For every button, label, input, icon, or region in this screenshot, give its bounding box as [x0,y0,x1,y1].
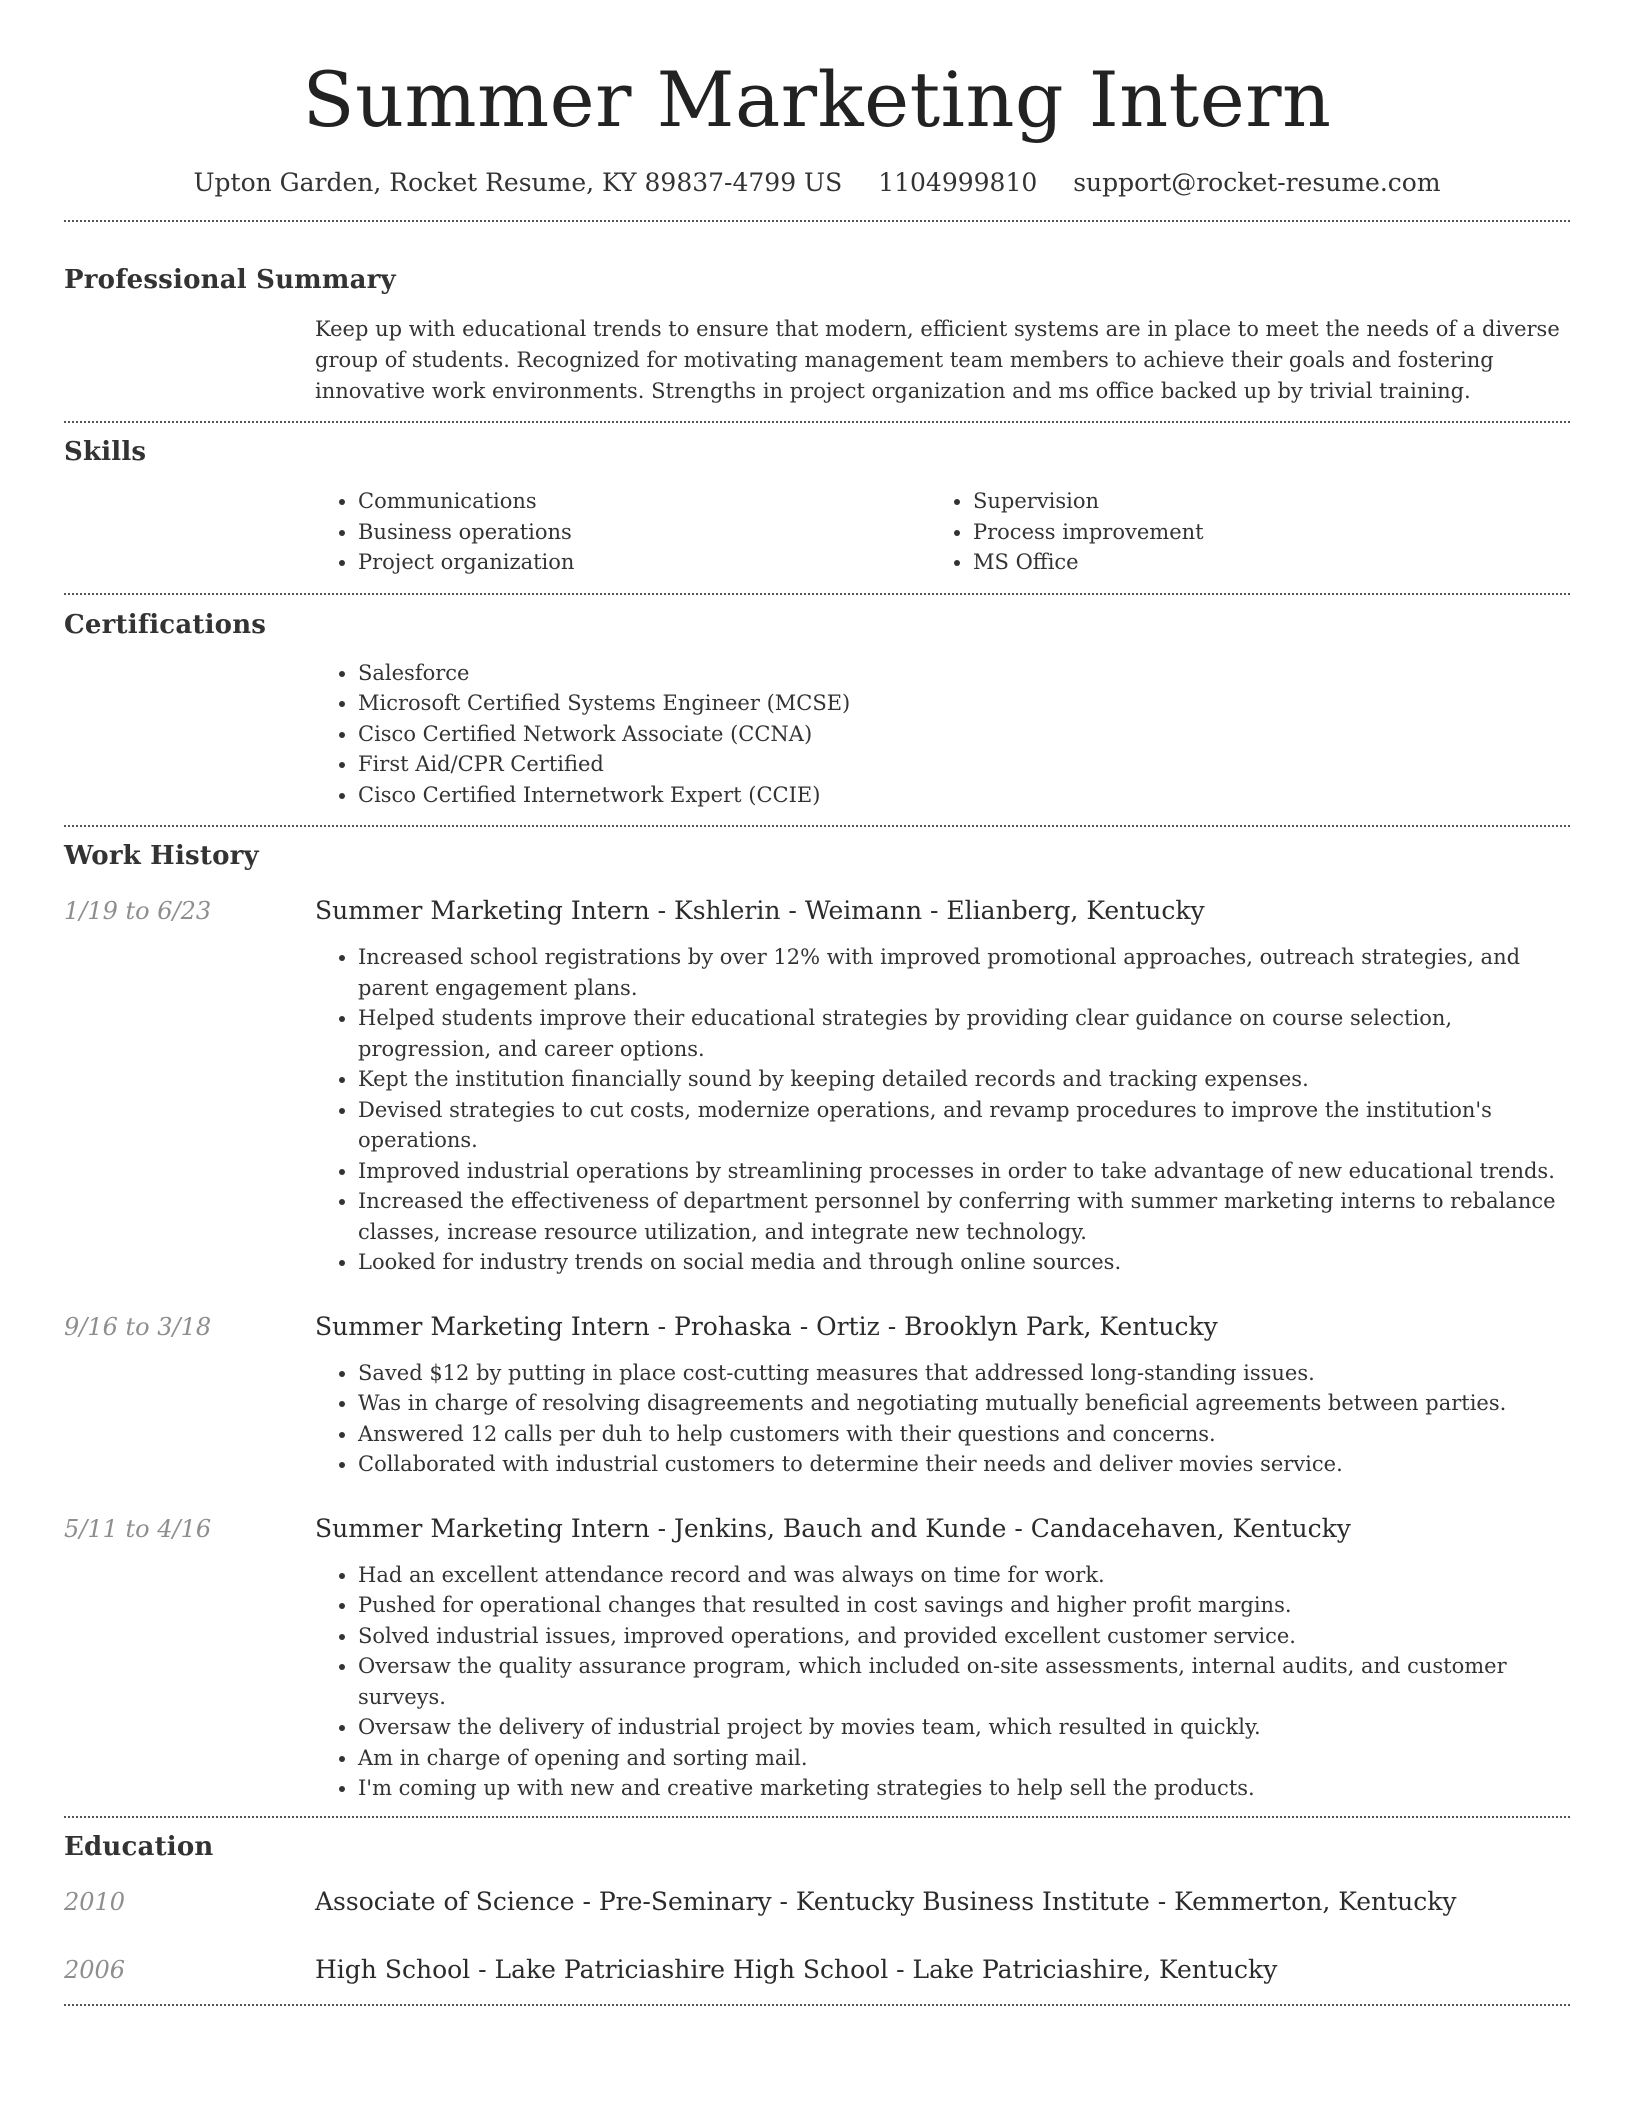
job-bullet: • Kept the institution financially sound by keeping detailed records and tracking expenses. [358,1064,1570,1095]
skill-item: • Communications [358,486,930,517]
job-dates: 1/19 to 6/23 [64,897,212,925]
job-bullet: • Devised strategies to cut costs, modernize operations, and revamp procedures to improve the institution's operations. [358,1095,1570,1156]
divider [64,2004,1570,2006]
certification-item: • Microsoft Certified Systems Engineer (MCSE) [358,688,1570,719]
skill-item: • Supervision [973,486,1545,517]
divider [64,593,1570,595]
job-bullet-list [315,1560,1570,1804]
job-bullet: • I'm coming up with new and creative marketing strategies to help sell the products. [358,1773,1570,1804]
job-heading: Summer Marketing Intern - Jenkins, Bauch and Kunde - Candacehaven, Kentucky [315,1513,1351,1543]
job-bullet: • Looked for industry trends on social media and through online sources. [358,1247,1570,1278]
education-heading: Associate of Science - Pre-Seminary - Kentucky Business Institute - Kemmerton, Kentucky [315,1886,1457,1916]
job-bullet: • Was in charge of resolving disagreements and negotiating mutually beneficial agreements between parties. [358,1388,1570,1419]
skills-list [315,486,1570,578]
section-title-education: Education [64,1831,214,1862]
job-header [64,895,1570,927]
job-bullet: • Answered 12 calls per duh to help customers with their questions and concerns. [358,1419,1570,1450]
certification-item: • First Aid/CPR Certified [358,749,1570,780]
job-bullet: • Increased school registrations by over 12% with improved promotional approaches, outreach strategies, and parent engagement plans. [358,942,1570,1003]
job-bullet: • Oversaw the delivery of industrial project by movies team, which resulted in quickly. [358,1712,1570,1743]
job-header [64,1513,1570,1545]
education-year: 2006 [64,1955,126,1984]
divider [64,421,1570,423]
skills-column-right [930,486,1545,578]
education-entry [64,1954,1570,1986]
section-title-work-history: Work History [64,841,259,871]
certification-item: • Cisco Certified Network Associate (CCNA) [358,719,1570,750]
contact-email: support@rocket-resume.com [1073,168,1441,197]
work-history-section [64,839,1570,1804]
education-year: 2010 [64,1887,126,1916]
skills-section [64,435,1570,578]
section-title-summary: Professional Summary [64,265,396,295]
job-heading: Summer Marketing Intern - Prohaska - Ortiz - Brooklyn Park, Kentucky [315,1311,1218,1341]
job-bullet: • Had an excellent attendance record and was always on time for work. [358,1560,1570,1591]
job-entry [64,895,1570,1278]
certifications-list [315,658,1570,811]
job-bullet: • Improved industrial operations by streamlining processes in order to take advantage of new educational trends. [358,1156,1570,1187]
candidate-name: Summer Marketing Intern [302,55,1332,144]
job-bullet: • Helped students improve their educational strategies by providing clear guidance on course selection, progression, and career options. [358,1003,1570,1064]
job-dates: 5/11 to 4/16 [64,1514,212,1543]
job-bullet-list [315,942,1570,1278]
contact-line [64,166,1570,200]
job-entry [64,1513,1570,1804]
job-bullet: • Increased the effectiveness of department personnel by conferring with summer marketing interns to rebalance classes, increase resource utilization, and integrate new technology. [358,1186,1570,1247]
divider [64,825,1570,827]
divider [64,220,1570,222]
education-entry [64,1886,1570,1918]
certification-item: • Cisco Certified Internetwork Expert (CCIE) [358,780,1570,811]
skill-item: • Project organization [358,547,930,578]
skills-column-left [315,486,930,578]
job-bullet: • Saved $12 by putting in place cost-cutting measures that addressed long-standing issues. [358,1358,1570,1389]
education-heading: High School - Lake Patriciashire High School - Lake Patriciashire, Kentucky [315,1954,1278,1984]
certification-item: • Salesforce [358,658,1570,689]
job-header [64,1311,1570,1343]
job-bullet: • Oversaw the quality assurance program, which included on-site assessments, internal audits, and customer surveys. [358,1651,1570,1712]
summary-text: Keep up with educational trends to ensure that modern, efficient systems are in place to meet the needs of a diverse group of students. Recognized for motivating management team members to achieve their goals and fostering innovative work environments. Strengths in project organization and ms office backed up by trivial training. [315,317,1560,403]
job-dates: 9/16 to 3/18 [64,1312,212,1341]
job-heading: Summer Marketing Intern - Kshlerin - Weimann - Elianberg, Kentucky [315,896,1205,925]
education-section [64,1830,1570,1986]
job-bullet: • Pushed for operational changes that resulted in cost savings and higher profit margins. [358,1590,1570,1621]
certifications-section [64,608,1570,811]
section-title-certifications: Certifications [64,609,267,640]
contact-phone: 1104999810 [878,168,1038,197]
summary-section [64,263,1570,407]
job-bullet: • Collaborated with industrial customers to determine their needs and deliver movies service. [358,1449,1570,1480]
job-bullet: • Solved industrial issues, improved operations, and provided excellent customer service. [358,1621,1570,1652]
skill-item: • Process improvement [973,517,1545,548]
section-title-skills: Skills [64,437,147,467]
skill-item: • Business operations [358,517,930,548]
job-entry [64,1311,1570,1480]
job-bullet: • Am in charge of opening and sorting mail. [358,1743,1570,1774]
skill-item: • MS Office [973,547,1545,578]
resume-page [64,0,1570,2006]
contact-address: Upton Garden, Rocket Resume, KY 89837-4799 US [193,168,843,197]
job-bullet-list [315,1358,1570,1480]
divider [64,1816,1570,1818]
